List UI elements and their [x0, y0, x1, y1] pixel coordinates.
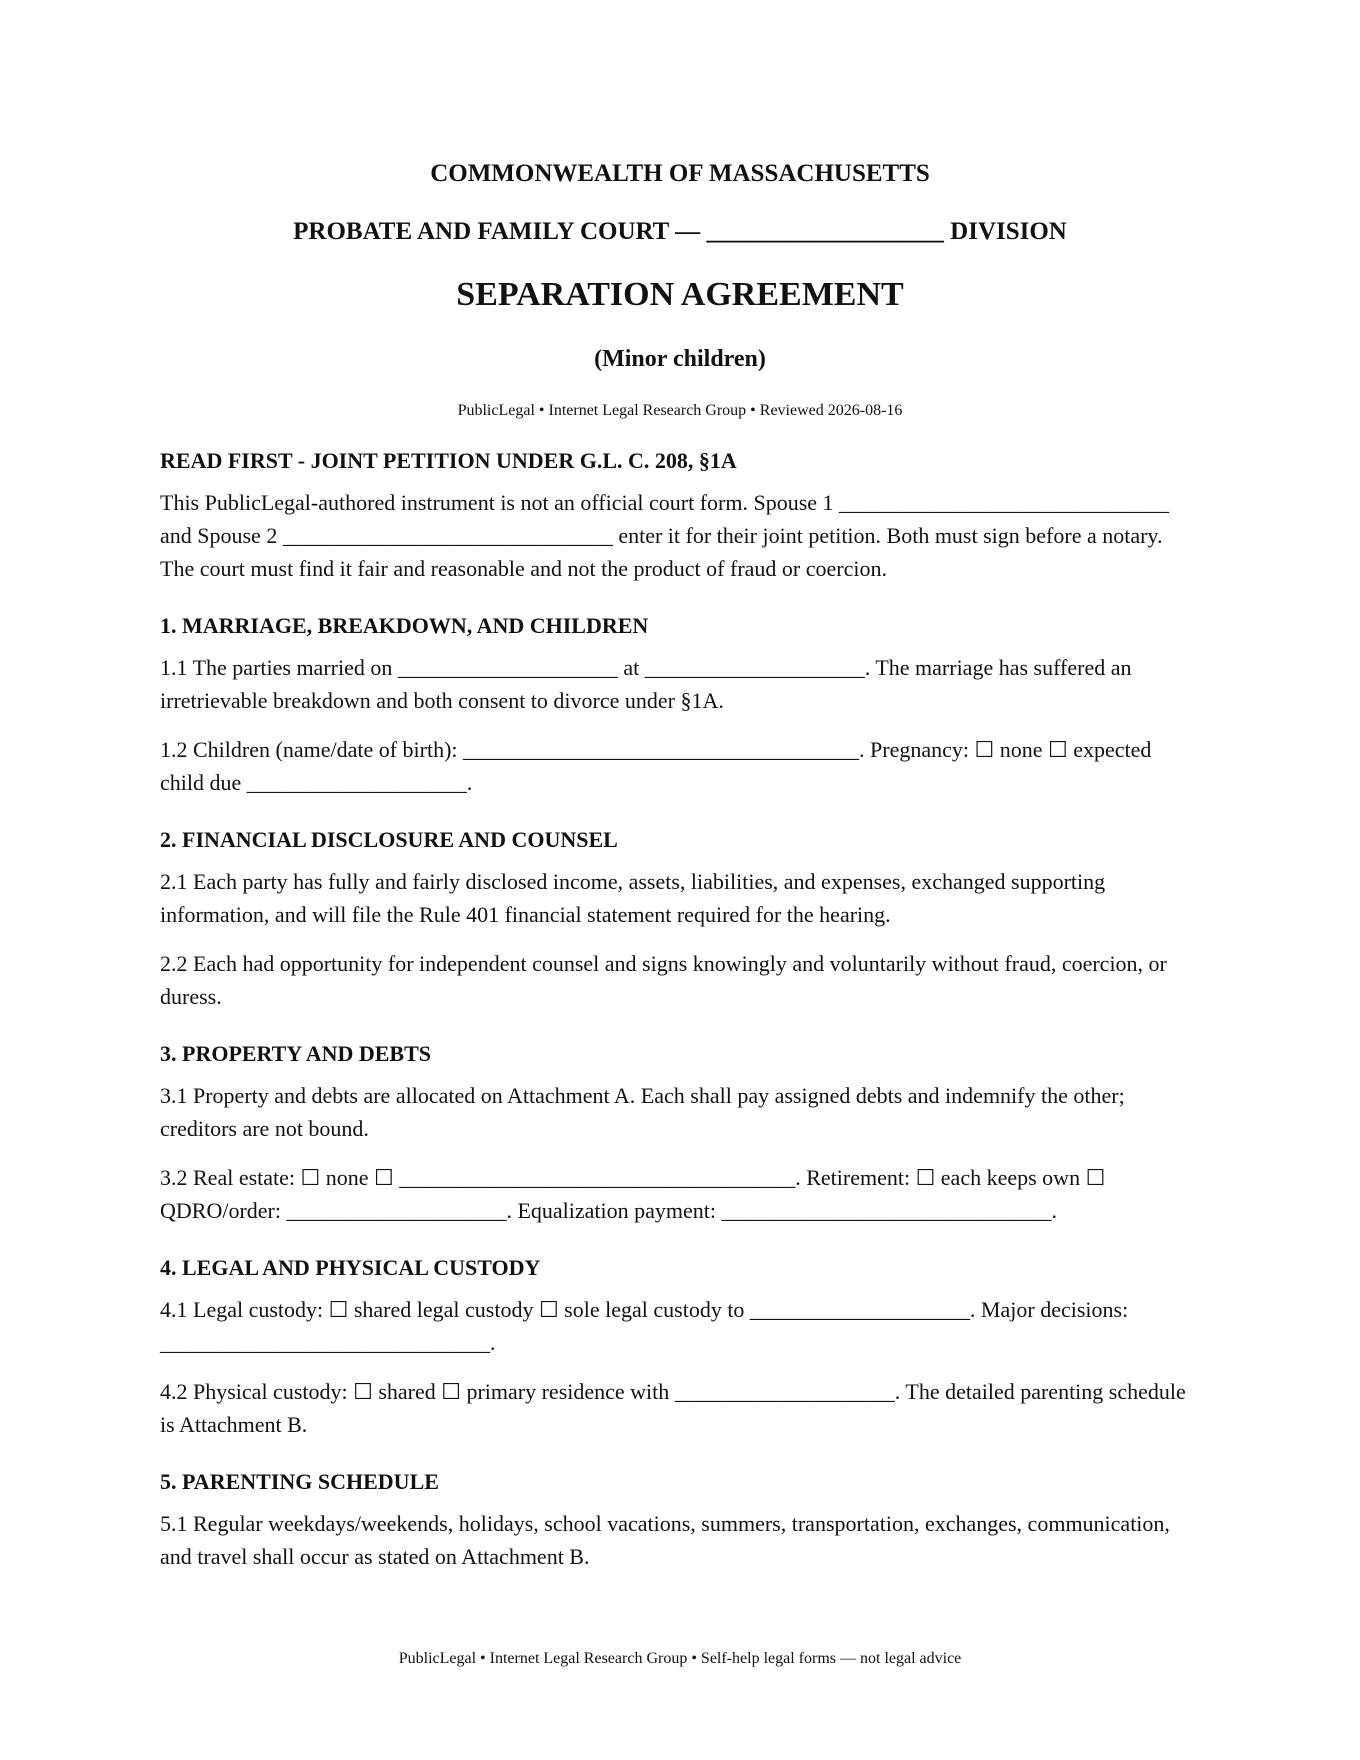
paragraph-4-2: 4.2 Physical custody: ☐ shared ☐ primary residence with ____________________. The detailed parenting schedule is Attachment B. [160, 1379, 1186, 1437]
read-first-text: This PublicLegal-authored instrument is not an official court form. Spouse 1 ______________________________ and Spouse 2 ______________________________ enter it for their joint petition. Both must sign before a notary. The court must find it fair and reasonable and not the product of fraud or coercion. [160, 490, 1170, 581]
section-property [160, 1039, 1200, 1227]
paragraph-1-1: 1.1 The parties married on ____________________ at ____________________. The marriage has suffered an irretrievable breakdown and both consent to divorce under §1A. [160, 655, 1132, 713]
document-subtitle: (Minor children) [594, 346, 766, 372]
paragraph-2-2: 2.2 Each had opportunity for independent counsel and signs knowingly and voluntarily without fraud, coercion, or duress. [160, 951, 1167, 1009]
section-parenting [160, 1467, 1200, 1573]
document-body [160, 446, 1200, 1589]
section-heading: 4. LEGAL AND PHYSICAL CUSTODY [160, 1255, 541, 1280]
read-first-section [160, 446, 1200, 585]
section-heading: 1. MARRIAGE, BREAKDOWN, AND CHILDREN [160, 613, 649, 638]
paragraph-3-2: 3.2 Real estate: ☐ none ☐ ____________________________________. Retirement: ☐ each keeps own ☐ QDRO/order: ____________________. Equalization payment: ______________________________. [160, 1165, 1106, 1223]
section-heading: 3. PROPERTY AND DEBTS [160, 1041, 432, 1066]
paragraph-2-1: 2.1 Each party has fully and fairly disclosed income, assets, liabilities, and expenses, exchanged supporting information, and will file the Rule 401 financial statement required for the hearing. [160, 869, 1106, 927]
paragraph-3-1: 3.1 Property and debts are allocated on Attachment A. Each shall pay assigned debts and indemnify the other; creditors are not bound. [160, 1083, 1125, 1141]
paragraph-1-2: 1.2 Children (name/date of birth): ____________________________________. Pregnancy: ☐ none ☐ expected child due ____________________. [160, 737, 1152, 795]
page-footer: PublicLegal • Internet Legal Research Group • Self-help legal forms — not legal advice [398, 1650, 962, 1667]
section-marriage [160, 611, 1200, 799]
section-heading: 2. FINANCIAL DISCLOSURE AND COUNSEL [160, 827, 618, 852]
commonwealth-heading: COMMONWEALTH OF MASSACHUSETTS [430, 160, 930, 187]
section-financial [160, 825, 1200, 1013]
paragraph-5-1: 5.1 Regular weekdays/weekends, holidays, school vacations, summers, transportation, exchanges, communication, and travel shall occur as stated on Attachment B. [160, 1511, 1170, 1569]
paragraph-4-1: 4.1 Legal custody: ☐ shared legal custody ☐ sole legal custody to ____________________. Major decisions: ______________________________. [160, 1297, 1129, 1355]
section-custody [160, 1253, 1200, 1441]
read-first-heading: READ FIRST - JOINT PETITION UNDER G.L. C. 208, §1A [160, 448, 737, 473]
section-heading: 5. PARENTING SCHEDULE [160, 1469, 439, 1494]
document-title: SEPARATION AGREEMENT [456, 276, 904, 313]
publisher-meta: PublicLegal • Internet Legal Research Group • Reviewed 2026-08-16 [457, 402, 903, 419]
court-division-heading: PROBATE AND FAMILY COURT — ___________________ DIVISION [293, 218, 1067, 245]
